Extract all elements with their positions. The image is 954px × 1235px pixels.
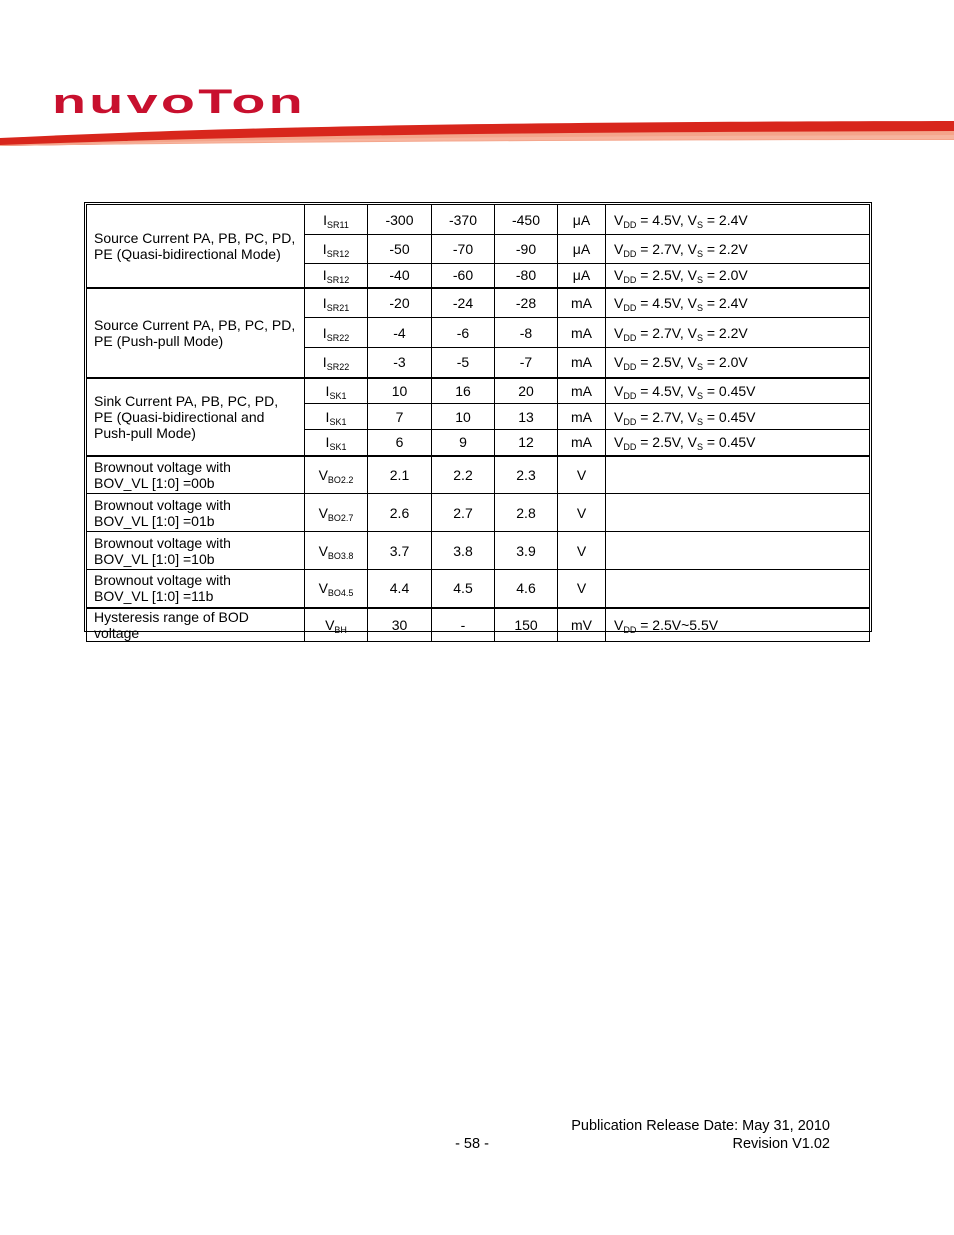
- symbol-text: I: [325, 408, 330, 425]
- value-typ: -6: [432, 318, 495, 348]
- value-unit: mA: [558, 348, 606, 378]
- symbol-text: I: [325, 382, 330, 399]
- value-min: 30: [368, 608, 432, 642]
- symbol-subscript: SK1: [329, 390, 347, 401]
- condition-sub: S: [696, 219, 703, 230]
- condition-v: V: [614, 354, 624, 371]
- condition-text: = 2.2V: [702, 324, 748, 341]
- condition-text: = 2.7V, V: [636, 241, 697, 257]
- symbol-subscript: SR11: [327, 219, 349, 230]
- symbol-cell: [305, 608, 368, 642]
- condition-sub: S: [696, 416, 703, 427]
- symbol-text: V: [318, 504, 328, 521]
- condition-text: = 2.4V: [702, 294, 748, 311]
- condition-v: V: [614, 294, 624, 311]
- condition-text: = 2.0V: [702, 354, 748, 371]
- value-typ: -60: [432, 264, 495, 288]
- value-max: -80: [495, 264, 558, 288]
- condition-sub: DD: [623, 332, 637, 343]
- symbol-text: I: [322, 241, 327, 257]
- header-band: [0, 118, 954, 150]
- value-unit: μA: [558, 205, 606, 235]
- value-max: -90: [495, 235, 558, 264]
- condition-v: V: [614, 408, 624, 425]
- description-line: Brownout voltage with: [94, 572, 231, 589]
- description-line: BOV_VL [1:0] =01b: [94, 512, 215, 529]
- value-max: 2.3: [495, 456, 558, 494]
- description-line: BOV_VL [1:0] =10b: [94, 550, 215, 567]
- description-line: BOV_VL [1:0] =11b: [94, 588, 214, 605]
- condition-v: V: [614, 616, 624, 633]
- description-line: PE (Push-pull Mode): [94, 332, 224, 349]
- condition-sub: S: [696, 275, 703, 286]
- description-line: Sink Current PA, PB, PC, PD,: [94, 392, 279, 409]
- revision: Revision V1.02: [732, 1136, 830, 1152]
- condition-cell: [606, 288, 870, 318]
- value-min: -40: [368, 264, 432, 288]
- dc-characteristics-table: [86, 204, 870, 642]
- value-unit: V: [558, 532, 606, 570]
- value-min: 3.7: [368, 532, 432, 570]
- condition-cell: [606, 430, 870, 456]
- condition-v: V: [614, 434, 624, 451]
- condition-text: = 2.0V: [702, 267, 748, 284]
- value-unit: mA: [558, 378, 606, 404]
- condition-sub: S: [696, 249, 703, 259]
- condition-sub: S: [696, 302, 703, 313]
- symbol-subscript: BO2.7: [327, 512, 354, 523]
- symbol-subscript: SR22: [326, 332, 350, 343]
- symbol-cell: [305, 378, 368, 404]
- condition-sub: DD: [623, 249, 637, 259]
- condition-text: = 4.5V, V: [636, 382, 697, 399]
- symbol-subscript: SK1: [329, 442, 347, 453]
- condition-sub: DD: [623, 302, 637, 313]
- table-row: [87, 494, 870, 532]
- symbol-text: V: [318, 466, 328, 483]
- page-number: - 58 -: [455, 1136, 489, 1152]
- symbol-text: I: [322, 354, 327, 371]
- condition-cell: [606, 570, 870, 608]
- symbol-cell: [305, 318, 368, 348]
- description-line: Brownout voltage with: [94, 496, 231, 513]
- description-cell: [87, 456, 305, 494]
- condition-sub: S: [696, 390, 703, 401]
- table-row: [87, 570, 870, 608]
- description-cell: Hysteresis range of BOD voltage: [87, 608, 305, 642]
- value-unit: mA: [558, 318, 606, 348]
- value-typ: 2.7: [432, 494, 495, 532]
- condition-sub: S: [696, 362, 703, 373]
- symbol-subscript: BO3.8: [327, 550, 354, 561]
- condition-cell: [606, 348, 870, 378]
- description-line: Source Current PA, PB, PC, PD,: [94, 316, 296, 333]
- condition-cell: [606, 532, 870, 570]
- symbol-cell: [305, 532, 368, 570]
- symbol-text: V: [318, 580, 328, 597]
- value-min: -4: [368, 318, 432, 348]
- condition-sub: S: [696, 442, 703, 453]
- symbol-cell: [305, 348, 368, 378]
- value-min: -20: [368, 288, 432, 318]
- publication-release-date: Publication Release Date: May 31, 2010: [571, 1118, 830, 1134]
- condition-text: = 2.5V, V: [636, 434, 697, 451]
- table-row: [87, 608, 870, 642]
- table-row: [87, 532, 870, 570]
- value-typ: 10: [432, 404, 495, 430]
- symbol-subscript: BO2.2: [327, 474, 354, 485]
- description-cell: [87, 532, 305, 570]
- value-min: 7: [368, 404, 432, 430]
- condition-cell: [606, 318, 870, 348]
- logo-text: nuvoTon: [52, 86, 306, 120]
- value-max: 150: [495, 608, 558, 642]
- condition-cell: [606, 494, 870, 532]
- value-unit: V: [558, 456, 606, 494]
- condition-cell: [606, 456, 870, 494]
- condition-text: = 2.5V~5.5V: [636, 616, 719, 633]
- condition-cell: [606, 264, 870, 288]
- value-typ: -370: [432, 205, 495, 235]
- condition-sub: DD: [623, 624, 637, 635]
- description-cell: [87, 205, 305, 288]
- value-max: 13: [495, 404, 558, 430]
- description-line: PE (Quasi-bidirectional Mode): [94, 245, 281, 262]
- table-row: [87, 288, 870, 318]
- symbol-cell: [305, 264, 368, 288]
- condition-cell: [606, 608, 870, 642]
- value-max: 20: [495, 378, 558, 404]
- condition-text: = 2.7V, V: [636, 324, 697, 341]
- description-line: Source Current PA, PB, PC, PD,: [94, 229, 296, 246]
- table-row: [87, 378, 870, 404]
- condition-sub: DD: [623, 416, 637, 427]
- condition-sub: DD: [623, 390, 637, 401]
- value-typ: -70: [432, 235, 495, 264]
- symbol-cell: [305, 288, 368, 318]
- value-max: 12: [495, 430, 558, 456]
- value-unit: mA: [558, 404, 606, 430]
- condition-text: = 2.2V: [702, 241, 748, 257]
- condition-text: = 2.5V, V: [636, 354, 697, 371]
- value-typ: 3.8: [432, 532, 495, 570]
- nuvoton-logo: [52, 86, 310, 120]
- value-max: -7: [495, 348, 558, 378]
- condition-text: = 4.5V, V: [636, 294, 697, 311]
- condition-text: = 2.7V, V: [636, 408, 697, 425]
- condition-text: = 4.5V, V: [636, 211, 697, 228]
- condition-text: = 0.45V: [702, 434, 756, 451]
- condition-sub: DD: [623, 219, 637, 230]
- value-typ: 2.2: [432, 456, 495, 494]
- condition-sub: DD: [623, 362, 637, 373]
- description-cell: [87, 494, 305, 532]
- description-cell: [87, 288, 305, 378]
- symbol-text: I: [322, 267, 327, 284]
- value-unit: V: [558, 570, 606, 608]
- description-line: BOV_VL [1:0] =00b: [94, 474, 215, 491]
- condition-cell: [606, 404, 870, 430]
- value-max: 2.8: [495, 494, 558, 532]
- condition-v: V: [614, 382, 624, 399]
- condition-cell: [606, 378, 870, 404]
- condition-v: V: [614, 324, 624, 341]
- symbol-cell: [305, 494, 368, 532]
- value-max: 4.6: [495, 570, 558, 608]
- symbol-cell: [305, 404, 368, 430]
- symbol-text: I: [325, 434, 330, 451]
- symbol-subscript: BO4.5: [327, 588, 354, 599]
- symbol-text: I: [322, 294, 327, 311]
- value-max: -450: [495, 205, 558, 235]
- symbol-cell: [305, 456, 368, 494]
- value-typ: -5: [432, 348, 495, 378]
- value-min: 6: [368, 430, 432, 456]
- condition-sub: DD: [623, 442, 637, 453]
- value-min: 2.1: [368, 456, 432, 494]
- table-row: [87, 205, 870, 235]
- symbol-subscript: SR22: [326, 362, 350, 373]
- value-typ: 16: [432, 378, 495, 404]
- value-min: -50: [368, 235, 432, 264]
- spec-table-frame: [84, 202, 872, 641]
- symbol-subscript: BH: [334, 624, 347, 635]
- condition-text: = 2.5V, V: [636, 267, 697, 284]
- description-line: Brownout voltage with: [94, 534, 231, 551]
- condition-text: = 2.4V: [702, 211, 748, 228]
- table-row: [87, 456, 870, 494]
- description-cell: [87, 378, 305, 456]
- value-unit: μA: [558, 264, 606, 288]
- value-min: 10: [368, 378, 432, 404]
- condition-text: = 0.45V: [702, 408, 756, 425]
- condition-text: = 0.45V: [702, 382, 756, 399]
- value-unit: V: [558, 494, 606, 532]
- value-unit: μA: [558, 235, 606, 264]
- condition-v: V: [614, 241, 624, 257]
- symbol-subscript: SR21: [326, 302, 350, 313]
- value-unit: mA: [558, 288, 606, 318]
- value-unit: mV: [558, 608, 606, 642]
- symbol-subscript: SR12: [326, 275, 350, 286]
- value-min: -3: [368, 348, 432, 378]
- condition-sub: DD: [623, 275, 637, 286]
- condition-cell: [606, 235, 870, 264]
- value-typ: 4.5: [432, 570, 495, 608]
- value-min: -300: [368, 205, 432, 235]
- value-typ: -: [432, 608, 495, 642]
- value-max: -8: [495, 318, 558, 348]
- value-unit: mA: [558, 430, 606, 456]
- value-min: 2.6: [368, 494, 432, 532]
- symbol-text: I: [323, 211, 328, 228]
- description-line: PE (Quasi-bidirectional and: [94, 408, 265, 425]
- condition-v: V: [614, 211, 624, 228]
- symbol-cell: [305, 430, 368, 456]
- condition-v: V: [614, 267, 624, 284]
- symbol-text: V: [325, 616, 335, 633]
- symbol-subscript: SR12: [326, 249, 350, 259]
- condition-sub: S: [696, 332, 703, 343]
- symbol-text: I: [322, 324, 327, 341]
- value-typ: 9: [432, 430, 495, 456]
- description-line: Brownout voltage with: [94, 458, 231, 475]
- description-cell: [87, 570, 305, 608]
- symbol-cell: [305, 570, 368, 608]
- symbol-text: V: [318, 542, 328, 559]
- value-max: 3.9: [495, 532, 558, 570]
- condition-cell: [606, 205, 870, 235]
- symbol-subscript: SK1: [329, 416, 347, 427]
- value-min: 4.4: [368, 570, 432, 608]
- symbol-cell: [305, 235, 368, 264]
- symbol-cell: [305, 205, 368, 235]
- description-line: Push-pull Mode): [94, 424, 196, 441]
- value-typ: -24: [432, 288, 495, 318]
- value-max: -28: [495, 288, 558, 318]
